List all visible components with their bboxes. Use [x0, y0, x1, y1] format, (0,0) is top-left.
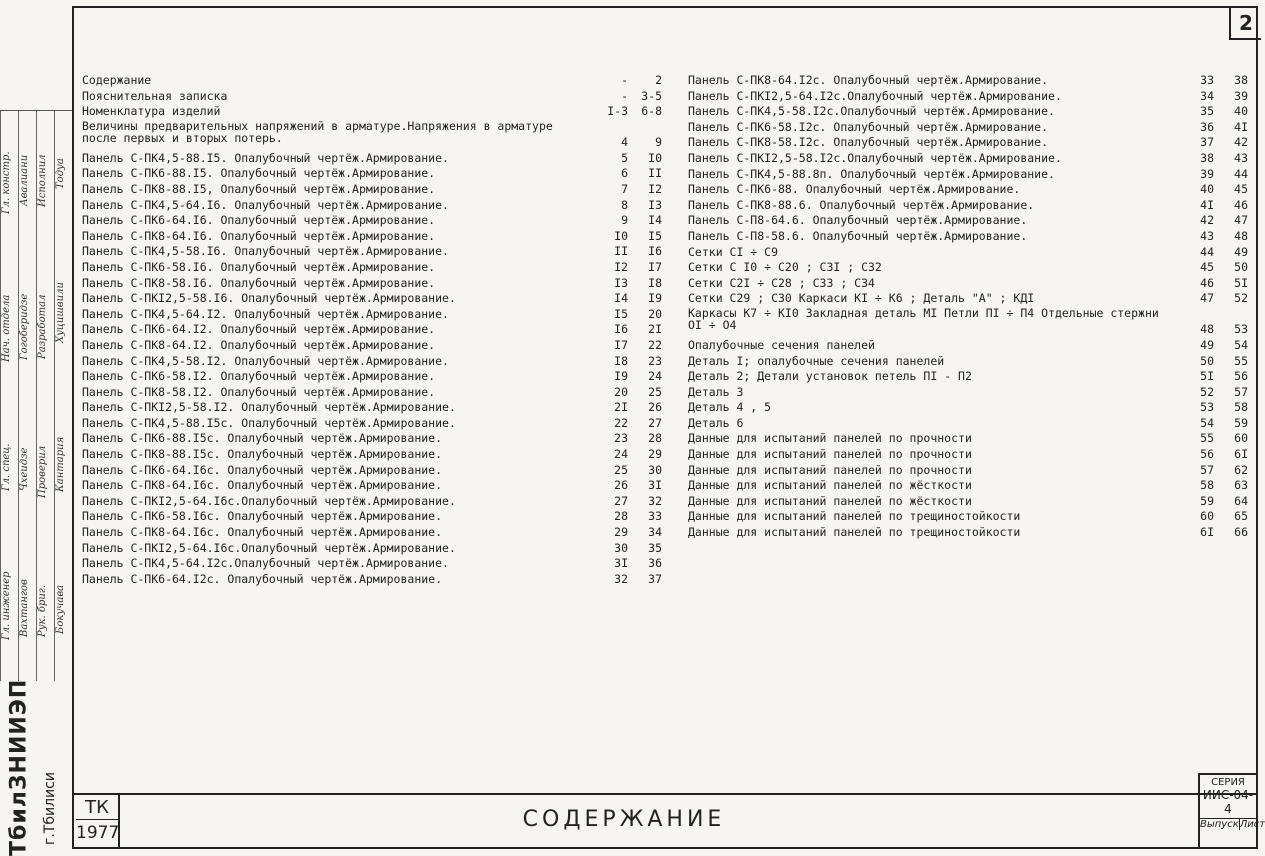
toc-row	[688, 151, 1248, 167]
toc-entry-title: Панель С-ПК8-64.I6с. Опалубочный чертёж.Армирование.	[82, 478, 443, 493]
toc-row	[82, 291, 662, 307]
toc-row	[688, 400, 1248, 416]
toc-entry-page: 3I	[648, 478, 662, 493]
toc-entry-title: Панель С-ПК8-64.I6. Опалубочный чертёж.Армирование.	[82, 228, 436, 243]
page-title: СОДЕРЖАНИЕ	[522, 807, 726, 832]
toc-entry-title: Панель С-ПК6-88. Опалубочный чертёж.Армирование.	[688, 182, 1021, 197]
toc-entry-number: 32	[614, 571, 628, 586]
toc-row	[82, 556, 662, 572]
toc-row	[82, 525, 662, 541]
stamp-signature: Авалиани	[19, 154, 30, 207]
toc-row	[688, 509, 1248, 525]
toc-entry-page: 39	[1234, 88, 1248, 103]
toc-row	[688, 525, 1248, 541]
toc-entry-number: 9	[621, 213, 628, 228]
toc-entry-title: Панель С-ПК4,5-58.I6. Опалубочный чертёж.Армирование.	[82, 244, 449, 259]
toc-entry-number: 48	[1200, 322, 1214, 337]
toc-row	[82, 73, 662, 89]
toc-entry-number: 37	[1200, 135, 1214, 150]
toc-row	[688, 494, 1248, 510]
toc-entry-page: 48	[1234, 228, 1248, 243]
toc-row	[688, 431, 1248, 447]
stamp-signature: Исполнил	[37, 154, 48, 208]
toc-entry-page: 66	[1234, 525, 1248, 540]
toc-row	[82, 385, 662, 401]
toc-row	[82, 509, 662, 525]
toc-row	[688, 416, 1248, 432]
toc-row	[82, 244, 662, 260]
series-code: ИИС-04-4	[1200, 788, 1256, 819]
toc-entry-title: Панель С-ПК8-88.6. Опалубочный чертёж.Армирование.	[688, 197, 1035, 212]
toc-entry-number: I7	[614, 337, 628, 352]
toc-entry-page: I2	[648, 181, 662, 196]
toc-entry-title: Данные для испытаний панелей по трещиностойкости	[688, 509, 1021, 524]
toc-entry-title: Панель С-ПКI2,5-64.I2с.Опалубочный чертёж.Армирование.	[688, 88, 1062, 103]
toc-entry-number: 45	[1200, 260, 1214, 275]
toc-entry-number: 46	[1200, 275, 1214, 290]
toc-entry-number: I3	[614, 275, 628, 290]
toc-entry-page: 64	[1234, 493, 1248, 508]
toc-entry-page: 38	[1234, 73, 1248, 87]
toc-row	[82, 229, 662, 245]
stamp-signature: Проверил	[37, 446, 48, 499]
toc-entry-number: 53	[1200, 400, 1214, 415]
toc-entry-number: 39	[1200, 166, 1214, 181]
toc-entry-title: Панель С-ПК6-58.I6. Опалубочный чертёж.Армирование.	[82, 259, 436, 274]
year: 1977	[76, 823, 120, 843]
toc-entry-page: 59	[1234, 415, 1248, 430]
toc-entry-page: 53	[1234, 322, 1248, 337]
toc-entry-title: Панель С-ПК4,5-88.I5. Опалубочный чертёж.Армирование.	[82, 150, 449, 165]
series-cell-issue: Выпуск	[1200, 819, 1239, 830]
toc-entry-title: Панель С-ПК8-58.I6. Опалубочный чертёж.Армирование.	[82, 275, 436, 290]
organization-city: г.Тбилиси	[42, 772, 58, 845]
toc-row	[688, 369, 1248, 385]
toc-entry-number: 4I	[1200, 197, 1214, 212]
organization-name: ТбилЗНИИЭП	[6, 678, 32, 856]
toc-entry-title: Панель С-ПК6-58.I6с. Опалубочный чертёж.Армирование.	[82, 509, 443, 524]
toc-entry-number: 60	[1200, 509, 1214, 524]
toc-entry-title: Панель С-ПКI2,5-58.I6. Опалубочный чертёж.Армирование.	[82, 291, 456, 306]
toc-entry-page: 46	[1234, 197, 1248, 212]
toc-row	[82, 260, 662, 276]
stamp-signature: Разработал	[37, 294, 48, 359]
toc-entry-number: 24	[614, 447, 628, 462]
toc-row	[688, 307, 1248, 338]
toc-entry-number: 50	[1200, 353, 1214, 368]
toc-entry-title: Данные для испытаний панелей по жёсткости	[688, 493, 972, 508]
toc-row	[688, 291, 1248, 307]
toc-row	[688, 260, 1248, 276]
toc-entry-page: 23	[648, 353, 662, 368]
toc-entry-number: 36	[1200, 119, 1214, 134]
stamp-signature: Хуцишвили	[55, 282, 66, 343]
toc-entry-page: 44	[1234, 166, 1248, 181]
toc-entry-title: Данные для испытаний панелей по прочности	[688, 462, 972, 477]
stamp-signature: Вахтангов	[19, 579, 30, 638]
toc-row	[688, 182, 1248, 198]
toc-entry-page: I5	[648, 228, 662, 243]
toc-entry-number: 52	[1200, 384, 1214, 399]
stamp-signature: Гл. спец.	[1, 443, 12, 491]
toc-entry-page: I8	[648, 275, 662, 290]
toc-entry-number: 25	[614, 462, 628, 477]
toc-entry-page: 29	[648, 447, 662, 462]
toc-entry-number: 49	[1200, 337, 1214, 352]
toc-entry-title: Пояснительная записка	[82, 88, 228, 103]
toc-entry-page: 2I	[648, 322, 662, 337]
toc-entry-title: Панель С-ПК4,5-64.I2с.Опалубочный чертёж.Армирование.	[82, 556, 449, 571]
stamp-signature: Нач. отдела	[1, 295, 12, 363]
toc-entry-page: I3	[648, 197, 662, 212]
toc-entry-page: 32	[648, 493, 662, 508]
toc-entry-number: 23	[614, 431, 628, 446]
series-cell-sheet: Лист	[1239, 819, 1265, 830]
toc-row	[688, 338, 1248, 354]
toc-entry-title: Панель С-ПК6-58.I2. Опалубочный чертёж.Армирование.	[82, 369, 436, 384]
toc-entry-page: I9	[648, 291, 662, 306]
toc-entry-number: 2I	[614, 400, 628, 415]
toc-entry-page: 24	[648, 369, 662, 384]
toc-entry-page: 63	[1234, 478, 1248, 493]
toc-entry-page: I4	[648, 213, 662, 228]
toc-entry-number: 7	[621, 181, 628, 196]
toc-entry-title: Панель С-ПК6-64.I6с. Опалубочный чертёж.Армирование.	[82, 462, 443, 477]
series-cells	[1200, 819, 1265, 830]
toc-entry-number: II	[614, 244, 628, 259]
toc-entry-number: 59	[1200, 493, 1214, 508]
toc-entry-number: I5	[614, 306, 628, 321]
toc-row	[688, 104, 1248, 120]
toc-entry-page: 65	[1234, 509, 1248, 524]
toc-entry-page: II	[648, 166, 662, 181]
toc-entry-number: -	[621, 73, 628, 87]
toc-entry-page: 22	[648, 337, 662, 352]
series-box	[1198, 773, 1265, 849]
toc-entry-number: 57	[1200, 462, 1214, 477]
toc-entry-title: Сетки C2I ÷ C28 ; C33 ; C34	[688, 275, 875, 290]
toc-entry-page: 35	[648, 540, 662, 555]
stamp-signature: Тодуа	[55, 157, 66, 189]
toc-entry-page: 56	[1234, 369, 1248, 384]
toc-entry-page: 34	[648, 525, 662, 540]
toc-entry-number: 42	[1200, 213, 1214, 228]
toc-entry-page: 36	[648, 556, 662, 571]
toc-entry-number: 26	[614, 478, 628, 493]
toc-entry-page: 49	[1234, 244, 1248, 259]
toc-row	[688, 245, 1248, 261]
toc-entry-title: Деталь 3	[688, 384, 744, 399]
toc-entry-title: Данные для испытаний панелей по жёсткости	[688, 478, 972, 493]
toc-entry-number: 56	[1200, 447, 1214, 462]
toc-entry-number: 47	[1200, 291, 1214, 306]
toc-row	[82, 198, 662, 214]
toc-row	[82, 322, 662, 338]
stamp-signature: Рук. бриг.	[37, 585, 48, 638]
toc-entry-title: Панель С-ПК4,5-88.8п. Опалубочный чертёж.Армирование.	[688, 166, 1055, 181]
toc-row	[82, 166, 662, 182]
stamp-column	[54, 111, 73, 681]
toc-entry-number: 38	[1200, 150, 1214, 165]
approval-stamp	[0, 110, 72, 681]
toc-entry-number: 33	[1200, 73, 1214, 87]
toc-row	[688, 276, 1248, 292]
toc-entry-page: 58	[1234, 400, 1248, 415]
toc-entry-title: Панель С-П8-64.6. Опалубочный чертёж.Армирование.	[688, 213, 1028, 228]
toc-entry-number: 5	[621, 150, 628, 165]
toc-entry-number: 5I	[1200, 369, 1214, 384]
toc-entry-title: Данные для испытаний панелей по трещиностойкости	[688, 525, 1021, 540]
toc-row	[82, 120, 662, 151]
toc-entry-title: Сетки C I0 ÷ C20 ; C3I ; C32	[688, 260, 882, 275]
toc-entry-page: 54	[1234, 337, 1248, 352]
stamp-signature: Чхеидзе	[19, 447, 30, 492]
toc-row	[82, 338, 662, 354]
toc-row	[688, 478, 1248, 494]
toc-row	[82, 416, 662, 432]
toc-entry-number: I4	[614, 291, 628, 306]
title-block	[74, 777, 1265, 849]
toc-entry-title: Данные для испытаний панелей по прочности	[688, 431, 972, 446]
toc-entry-title: Панель С-ПК4,5-88.I5с. Опалубочный чертёж.Армирование.	[82, 415, 456, 430]
toc-entry-title: Панель С-ПК6-64.I2с. Опалубочный чертёж.Армирование.	[82, 571, 443, 586]
toc-entry-number: 6	[621, 166, 628, 181]
toc-entry-page: 4I	[1234, 119, 1248, 134]
toc-entry-page: I0	[648, 150, 662, 165]
toc-entry-page: 37	[648, 571, 662, 586]
toc-row	[688, 198, 1248, 214]
toc-entry-page: 6-8	[641, 104, 662, 119]
toc-row	[688, 89, 1248, 105]
toc-entry-page: 20	[648, 306, 662, 321]
toc-entry-title: Панель С-ПК6-64.I2. Опалубочный чертёж.Армирование.	[82, 322, 436, 337]
toc-entry-title: Панель С-ПК8-58.I2. Опалубочный чертёж.Армирование.	[82, 384, 436, 399]
toc-row	[82, 478, 662, 494]
toc-entry-number: I9	[614, 369, 628, 384]
toc-entry-title: Панель С-ПК8-64.I6с. Опалубочный чертёж.Армирование.	[82, 525, 443, 540]
stamp-signature: Кантария	[55, 436, 66, 492]
toc-row	[688, 135, 1248, 151]
toc-entry-title: Панель С-ПК8-58.I2с. Опалубочный чертёж.Армирование.	[688, 135, 1049, 150]
toc-entry-title: Панель С-ПК6-64.I6. Опалубочный чертёж.Армирование.	[82, 213, 436, 228]
toc-entry-title: Панель С-ПК8-64.I2. Опалубочный чертёж.Армирование.	[82, 337, 436, 352]
toc-row	[82, 541, 662, 557]
toc-entry-number: I-3	[607, 104, 628, 119]
toc-entry-page: 26	[648, 400, 662, 415]
toc-row	[688, 447, 1248, 463]
toc-entry-title: Сетки C29 ; C30 Каркаси КI ÷ К6 ; Деталь "А" ; КДI	[688, 291, 1035, 306]
toc-entry-number: 34	[1200, 88, 1214, 103]
toc-entry-title: Панель С-ПКI2,5-58.I2с.Опалубочный чертёж.Армирование.	[688, 150, 1062, 165]
toc-row	[82, 89, 662, 105]
contents-list-left	[82, 73, 662, 587]
toc-entry-page: 40	[1234, 104, 1248, 119]
toc-entry-title: Панель С-ПК6-88.I5с. Опалубочный чертёж.Армирование.	[82, 431, 443, 446]
tk-label: ТК	[76, 797, 118, 820]
toc-entry-page: 3-5	[641, 88, 662, 103]
toc-entry-number: 54	[1200, 415, 1214, 430]
toc-entry-number: 43	[1200, 228, 1214, 243]
toc-row	[82, 213, 662, 229]
toc-row	[82, 447, 662, 463]
tk-box	[76, 795, 120, 847]
toc-entry-number: 28	[614, 509, 628, 524]
toc-entry-number: 8	[621, 197, 628, 212]
toc-entry-title: Панель С-ПК8-88.I5с. Опалубочный чертёж.Армирование.	[82, 447, 443, 462]
toc-entry-title: Панель С-ПК6-58.I2с. Опалубочный чертёж.Армирование.	[688, 119, 1049, 134]
toc-row	[82, 431, 662, 447]
toc-entry-title: Панель С-ПК4,5-64.I2. Опалубочный чертёж.Армирование.	[82, 306, 449, 321]
toc-entry-number: 58	[1200, 478, 1214, 493]
organization-stamp	[4, 678, 66, 856]
toc-entry-page: 55	[1234, 353, 1248, 368]
toc-entry-title: Деталь I; опалубочные сечения панелей	[688, 353, 945, 368]
toc-entry-title: Каркасы К7 ÷ КI0 Закладная деталь МI Петли ПI ÷ П4 Отдельные стержни OI ÷ O4	[688, 306, 1159, 333]
toc-entry-page: 27	[648, 415, 662, 430]
toc-row	[688, 229, 1248, 245]
toc-entry-page: I7	[648, 259, 662, 274]
toc-row	[82, 463, 662, 479]
contents-list-right	[688, 73, 1248, 541]
toc-entry-page: 57	[1234, 384, 1248, 399]
toc-entry-page: 52	[1234, 291, 1248, 306]
toc-row	[82, 182, 662, 198]
series-label: СЕРИЯ	[1211, 777, 1245, 788]
toc-entry-title: Величины предварительных напряжений в арматуре.Напряжения в арматуре после первых и вторых потерь.	[82, 119, 553, 146]
toc-entry-number: 40	[1200, 182, 1214, 197]
toc-entry-page: 62	[1234, 462, 1248, 477]
toc-entry-title: Номенклатура изделий	[82, 104, 221, 119]
toc-entry-number: 22	[614, 415, 628, 430]
toc-entry-title: Панель С-ПКI2,5-58.I2. Опалубочный чертёж.Армирование.	[82, 400, 456, 415]
toc-entry-number: -	[621, 88, 628, 103]
toc-entry-number: I6	[614, 322, 628, 337]
toc-entry-page: 6I	[1234, 447, 1248, 462]
stamp-column	[0, 111, 19, 681]
toc-entry-page: 42	[1234, 135, 1248, 150]
toc-entry-page: 25	[648, 384, 662, 399]
toc-entry-title: Панель С-ПК6-88.I5. Опалубочный чертёж.Армирование.	[82, 166, 436, 181]
toc-entry-title: Деталь 4 , 5	[688, 400, 772, 415]
toc-entry-title: Панель С-ПК8-88.I5, Опалубочный чертёж.Армирование.	[82, 181, 436, 196]
toc-row	[82, 572, 662, 588]
toc-entry-page: 5I	[1234, 275, 1248, 290]
page-number: 2	[1229, 8, 1261, 40]
toc-entry-title: Опалубочные сечения панелей	[688, 337, 875, 352]
toc-row	[82, 494, 662, 510]
toc-row	[82, 307, 662, 323]
toc-row	[82, 104, 662, 120]
toc-entry-number: 3I	[614, 556, 628, 571]
toc-entry-page: 9	[655, 135, 662, 150]
toc-entry-title: Панель С-ПКI2,5-64.I6с.Опалубочный чертёж.Армирование.	[82, 540, 456, 555]
toc-row	[82, 276, 662, 292]
toc-entry-page: 60	[1234, 431, 1248, 446]
stamp-signature: Гл. инженер	[1, 571, 12, 641]
toc-row	[688, 354, 1248, 370]
toc-entry-number: 30	[614, 540, 628, 555]
toc-entry-number: 4	[621, 135, 628, 150]
toc-entry-number: I8	[614, 353, 628, 368]
stamp-signature: Бокучава	[55, 585, 66, 635]
toc-entry-page: 30	[648, 462, 662, 477]
toc-row	[688, 120, 1248, 136]
toc-entry-page: I6	[648, 244, 662, 259]
toc-entry-title: Панель С-ПКI2,5-64.I6с.Опалубочный чертёж.Армирование.	[82, 493, 456, 508]
toc-row	[688, 213, 1248, 229]
toc-row	[688, 167, 1248, 183]
toc-entry-number: 44	[1200, 244, 1214, 259]
toc-entry-title: Сетки CI ÷ C9	[688, 244, 779, 259]
toc-entry-page: 43	[1234, 150, 1248, 165]
stamp-column	[18, 111, 37, 681]
toc-entry-number: 29	[614, 525, 628, 540]
toc-entry-page: 33	[648, 509, 662, 524]
toc-entry-title: Содержание	[82, 73, 152, 87]
toc-entry-title: Панель С-ПК8-64.I2с. Опалубочный чертёж.Армирование.	[688, 73, 1049, 87]
stamp-signature: Гогоберидзе	[19, 293, 30, 361]
toc-entry-title: Деталь 2; Детали установок петель ПI - П2	[688, 369, 972, 384]
toc-entry-title: Данные для испытаний панелей по прочности	[688, 447, 972, 462]
toc-entry-title: Панель С-ПК4,5-64.I6. Опалубочный чертёж.Армирование.	[82, 197, 449, 212]
toc-entry-page: 28	[648, 431, 662, 446]
toc-row	[688, 463, 1248, 479]
stamp-signature: Гл. констр.	[1, 151, 12, 215]
toc-entry-page: 47	[1234, 213, 1248, 228]
toc-entry-title: Панель С-П8-58.6. Опалубочный чертёж.Армирование.	[688, 228, 1028, 243]
toc-row	[82, 369, 662, 385]
toc-entry-title: Деталь 6	[688, 415, 744, 430]
toc-entry-page: 50	[1234, 260, 1248, 275]
toc-entry-number: 27	[614, 493, 628, 508]
toc-entry-title: Панель С-ПК4,5-58.I2с.Опалубочный чертёж.Армирование.	[688, 104, 1055, 119]
toc-row	[688, 73, 1248, 89]
stamp-column	[36, 111, 55, 681]
toc-row	[688, 385, 1248, 401]
toc-entry-number: I2	[614, 259, 628, 274]
toc-row	[82, 400, 662, 416]
toc-entry-number: 35	[1200, 104, 1214, 119]
toc-entry-number: 55	[1200, 431, 1214, 446]
toc-row	[82, 151, 662, 167]
toc-entry-number: 20	[614, 384, 628, 399]
toc-entry-title: Панель С-ПК4,5-58.I2. Опалубочный чертёж.Армирование.	[82, 353, 449, 368]
toc-entry-number: 6I	[1200, 525, 1214, 540]
toc-entry-page: 2	[655, 73, 662, 87]
toc-entry-number: I0	[614, 228, 628, 243]
toc-row	[82, 354, 662, 370]
toc-entry-page: 45	[1234, 182, 1248, 197]
